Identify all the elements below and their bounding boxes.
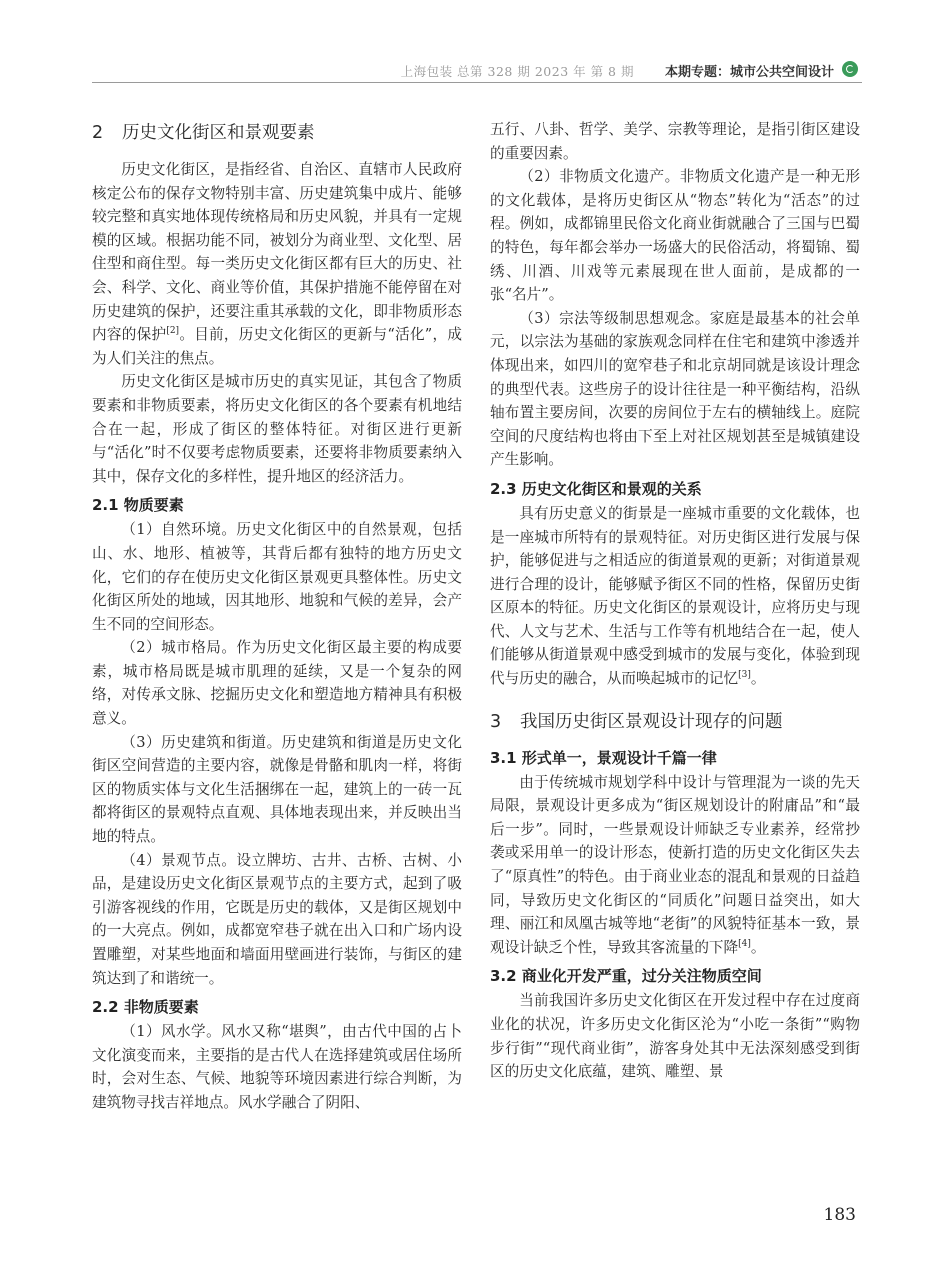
paragraph: （2）城市格局。作为历史文化街区最主要的构成要素，城市格局既是城市肌理的延续，又是一个复杂的网络，对传承文脉、挖掘历史文化和塑造地方精神具有积极意义。	[92, 639, 462, 728]
running-header	[92, 60, 862, 83]
right-column	[490, 118, 860, 1084]
paragraph	[92, 158, 462, 370]
paragraph-text: 由于传统城市规划学科中设计与管理混为一谈的先天局限，景观设计更多成为“街区规划设计的附庸品”和“最后一步”。同时，一些景观设计师缺乏专业素养，经常抄袭或采用单一的设计形态，使新打造的历史文化街区失去了“原真性”的特色。由于商业业态的混乱和景观的日益趋同，导致历史文化街区的“同质化”问题日益突出，如大理、丽江和凤凰古城等地“老街”的风貌特征基本一致，景观设计缺乏个性，导致其客流量的下降	[490, 773, 860, 956]
paragraph: （1）风水学。风水又称“堪舆”，由古代中国的占卜文化演变而来，主要指的是古代人在选择建筑或居住场所时，会对生态、气候、地貌等环境因素进行综合判断，为建筑物寻找吉祥地点。风水学融合了阴阳、	[92, 1023, 462, 1111]
subsection-2-2-heading: 2.2 非物质要素	[92, 998, 199, 1017]
paragraph: （3）历史建筑和街道。历史建筑和街道是历史文化街区空间营造的主要内容，就像是骨骼和肌肉一样，将街区的物质实体与文化生活捆绑在一起，建筑上的一砖一瓦都将街区的景观特点直观、具体地表现出来，并反映出当地的特点。	[92, 733, 462, 846]
page-number: 183	[823, 1205, 856, 1225]
paragraph	[490, 502, 860, 691]
paragraph: 当前我国许多历史文化街区在开发过程中存在过度商业化的状况，许多历史文化街区沦为“小吃一条街”“购物步行街”“现代商业街”，游客身处其中无法深刻感受到街区的历史文化底蕴，建筑、雕塑、景	[490, 992, 860, 1081]
paragraph: （3）宗法等级制思想观念。家庭是最基本的社会单元，以宗法为基础的家族观念同样在住宅和建筑中渗透并体现出来，如四川的宽窄巷子和北京胡同就是该设计理念的典型代表。这些房子的设计往往是一种平衡结构，沿纵轴布置主要房间，次要的房间位于左右的横轴线上。庭院空间的尺度结构也将由下至上对社区规划甚至是城镇建设产生影响。	[490, 309, 860, 469]
paragraph-text: 具有历史意义的街景是一座城市重要的文化载体，也是一座城市所特有的景观特征。对历史街区进行发展与保护，能够促进与之相适应的街道景观的更新；对街道景观进行合理的设计，能够赋予街区不同的性格，保留历史街区原本的特征。历史文化街区的景观设计，应将历史与现代、人文与艺术、生活与工作等有机地结合在一起，使人们能够从街道景观中感受到城市的发展与变化，体验到现代与历史的融合，从而唤起城市的记忆	[490, 504, 860, 688]
paragraph: （2）非物质文化遗产。非物质文化遗产是一种无形的文化载体，是将历史街区从“物态”转化为“活态”的过程。例如，成都锦里民俗文化商业街就融合了三国与巴蜀的特色，每年都会举办一场盛大的民俗活动，将蜀锦、蜀绣、川酒、川戏等元素展现在世人面前，是成都的一张“名片”。	[490, 168, 860, 304]
journal-issue: 上海包装 总第 328 期 2023 年 第 8 期	[400, 64, 634, 79]
citation: [2]	[166, 326, 180, 337]
paragraph	[490, 771, 860, 960]
paragraph-text: 历史文化街区，是指经省、自治区、直辖市人民政府核定公布的保存文物特别丰富、历史建筑集中成片、能够较完整和真实地体现传统格局和历史风貌，并具有一定规模的区域。根据功能不同，被划分为商业型、文化型、居住型和商住型。每一类历史文化街区都有巨大的历史、社会、科学、文化、商业等价值，其保护措施不能停留在对历史建筑的保护，还要注重其承载的文化，即非物质形态内容的保护	[92, 161, 462, 344]
paragraph: （1）自然环境。历史文化街区中的自然景观，包括山、水、地形、植被等，其背后都有独特的地方历史文化，它们的存在使历史文化街区景观更具整体性。历史文化街区所处的地域，因其地形、地貌和气候的差异，会产生不同的空间形态。	[92, 521, 462, 633]
journal-logo-icon	[842, 61, 858, 77]
section-title: 我国历史街区景观设计现存的问题	[520, 711, 783, 732]
section-3-heading	[490, 709, 860, 735]
paragraph: （4）景观节点。设立牌坊、古井、古桥、古树、小品，是建设历史文化街区景观节点的主要方式，起到了吸引游客视线的作用，它既是历史的载体，又是街区规划中的一大亮点。例如，成都宽窄巷子就在出入口和广场内设置雕塑，对某些地面和墙面用壁画进行装饰，与街区的建筑达到了和谐统一。	[92, 851, 462, 987]
citation: [3]	[738, 670, 751, 681]
subsection-2-1-heading: 2.1 物质要素	[92, 496, 184, 515]
subsection-3-1-heading: 3.1 形式单一，景观设计千篇一律	[490, 748, 717, 767]
special-topic: 本期专题：城市公共空间设计	[664, 65, 834, 80]
left-column	[92, 110, 462, 1115]
section-number: 3	[490, 711, 502, 732]
paragraph: 历史文化街区是城市历史的真实见证，其包含了物质要素和非物质要素，将历史文化街区的各个要素有机地结合在一起，形成了街区的整体特征。对街区进行更新与“活化”时不仅要考虑物质要素，还要将非物质要素纳入其中，保存文化的多样性，提升地区的经济活力。	[92, 373, 462, 485]
section-title: 历史文化街区和景观要素	[122, 123, 315, 143]
subsection-2-3-heading: 2.3 历史文化街区和景观的关系	[490, 479, 702, 498]
subsection-3-2-heading: 3.2 商业化开发严重，过分关注物质空间	[490, 967, 762, 986]
paragraph-text: 。	[750, 938, 766, 956]
paragraph-text: 。目前，历史文化街区的更新与“活化”，成为人们关注的焦点。	[92, 326, 462, 367]
section-number: 2	[92, 123, 104, 143]
paragraph: 五行、八卦、哲学、美学、宗教等理论，是指引街区建设的重要因素。	[490, 121, 860, 162]
paragraph-text: 。	[750, 670, 766, 688]
citation: [4]	[738, 938, 751, 949]
section-2-heading	[92, 120, 462, 146]
